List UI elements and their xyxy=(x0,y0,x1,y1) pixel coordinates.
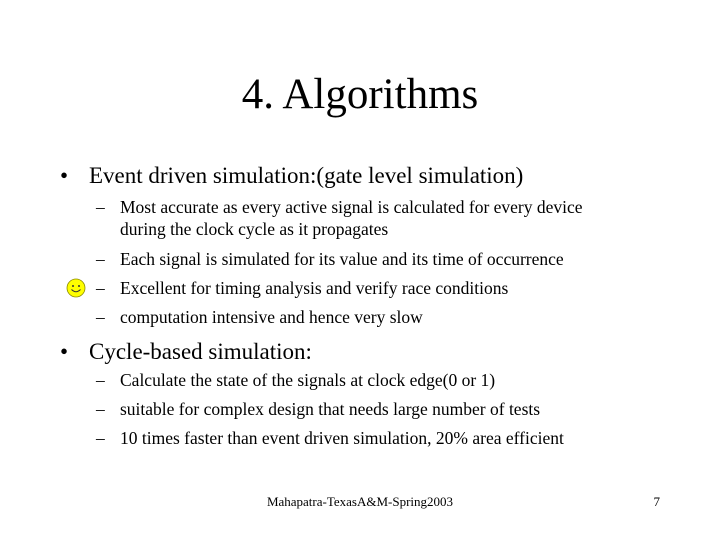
smiley-face-icon xyxy=(66,278,86,298)
subitem-line: during the clock cycle as it propagates xyxy=(120,219,389,239)
slide-footer: Mahapatra-TexasA&M-Spring2003 xyxy=(266,494,454,509)
slide-title: 4. Algorithms xyxy=(241,71,479,118)
subitem-line: computation intensive and hence very slow xyxy=(120,307,423,327)
bullet-text: Event driven simulation:(gate level simulation) xyxy=(89,163,524,188)
dash-mark: – xyxy=(96,278,105,298)
subitem-line: Calculate the state of the signals at clock edge(0 or 1) xyxy=(120,370,496,390)
dash-mark: – xyxy=(96,249,105,269)
subitem-line: Each signal is simulated for its value and its time of occurrence xyxy=(120,249,564,269)
dash-mark: – xyxy=(96,428,105,448)
subitem-line: Excellent for timing analysis and verify race conditions xyxy=(120,278,509,298)
subitem-line: suitable for complex design that needs large number of tests xyxy=(120,399,541,419)
bullet-text: Cycle-based simulation: xyxy=(89,339,312,364)
subitem-line: Most accurate as every active signal is calculated for every device xyxy=(120,197,583,217)
dash-mark: – xyxy=(96,197,105,217)
page-number: 7 xyxy=(653,494,660,509)
bullet-mark: • xyxy=(60,163,69,188)
dash-mark: – xyxy=(96,307,105,327)
dash-mark: – xyxy=(96,370,105,390)
bullet-mark: • xyxy=(60,339,69,364)
subitem-line: 10 times faster than event driven simulation, 20% area efficient xyxy=(120,428,564,448)
dash-mark: – xyxy=(96,399,105,419)
